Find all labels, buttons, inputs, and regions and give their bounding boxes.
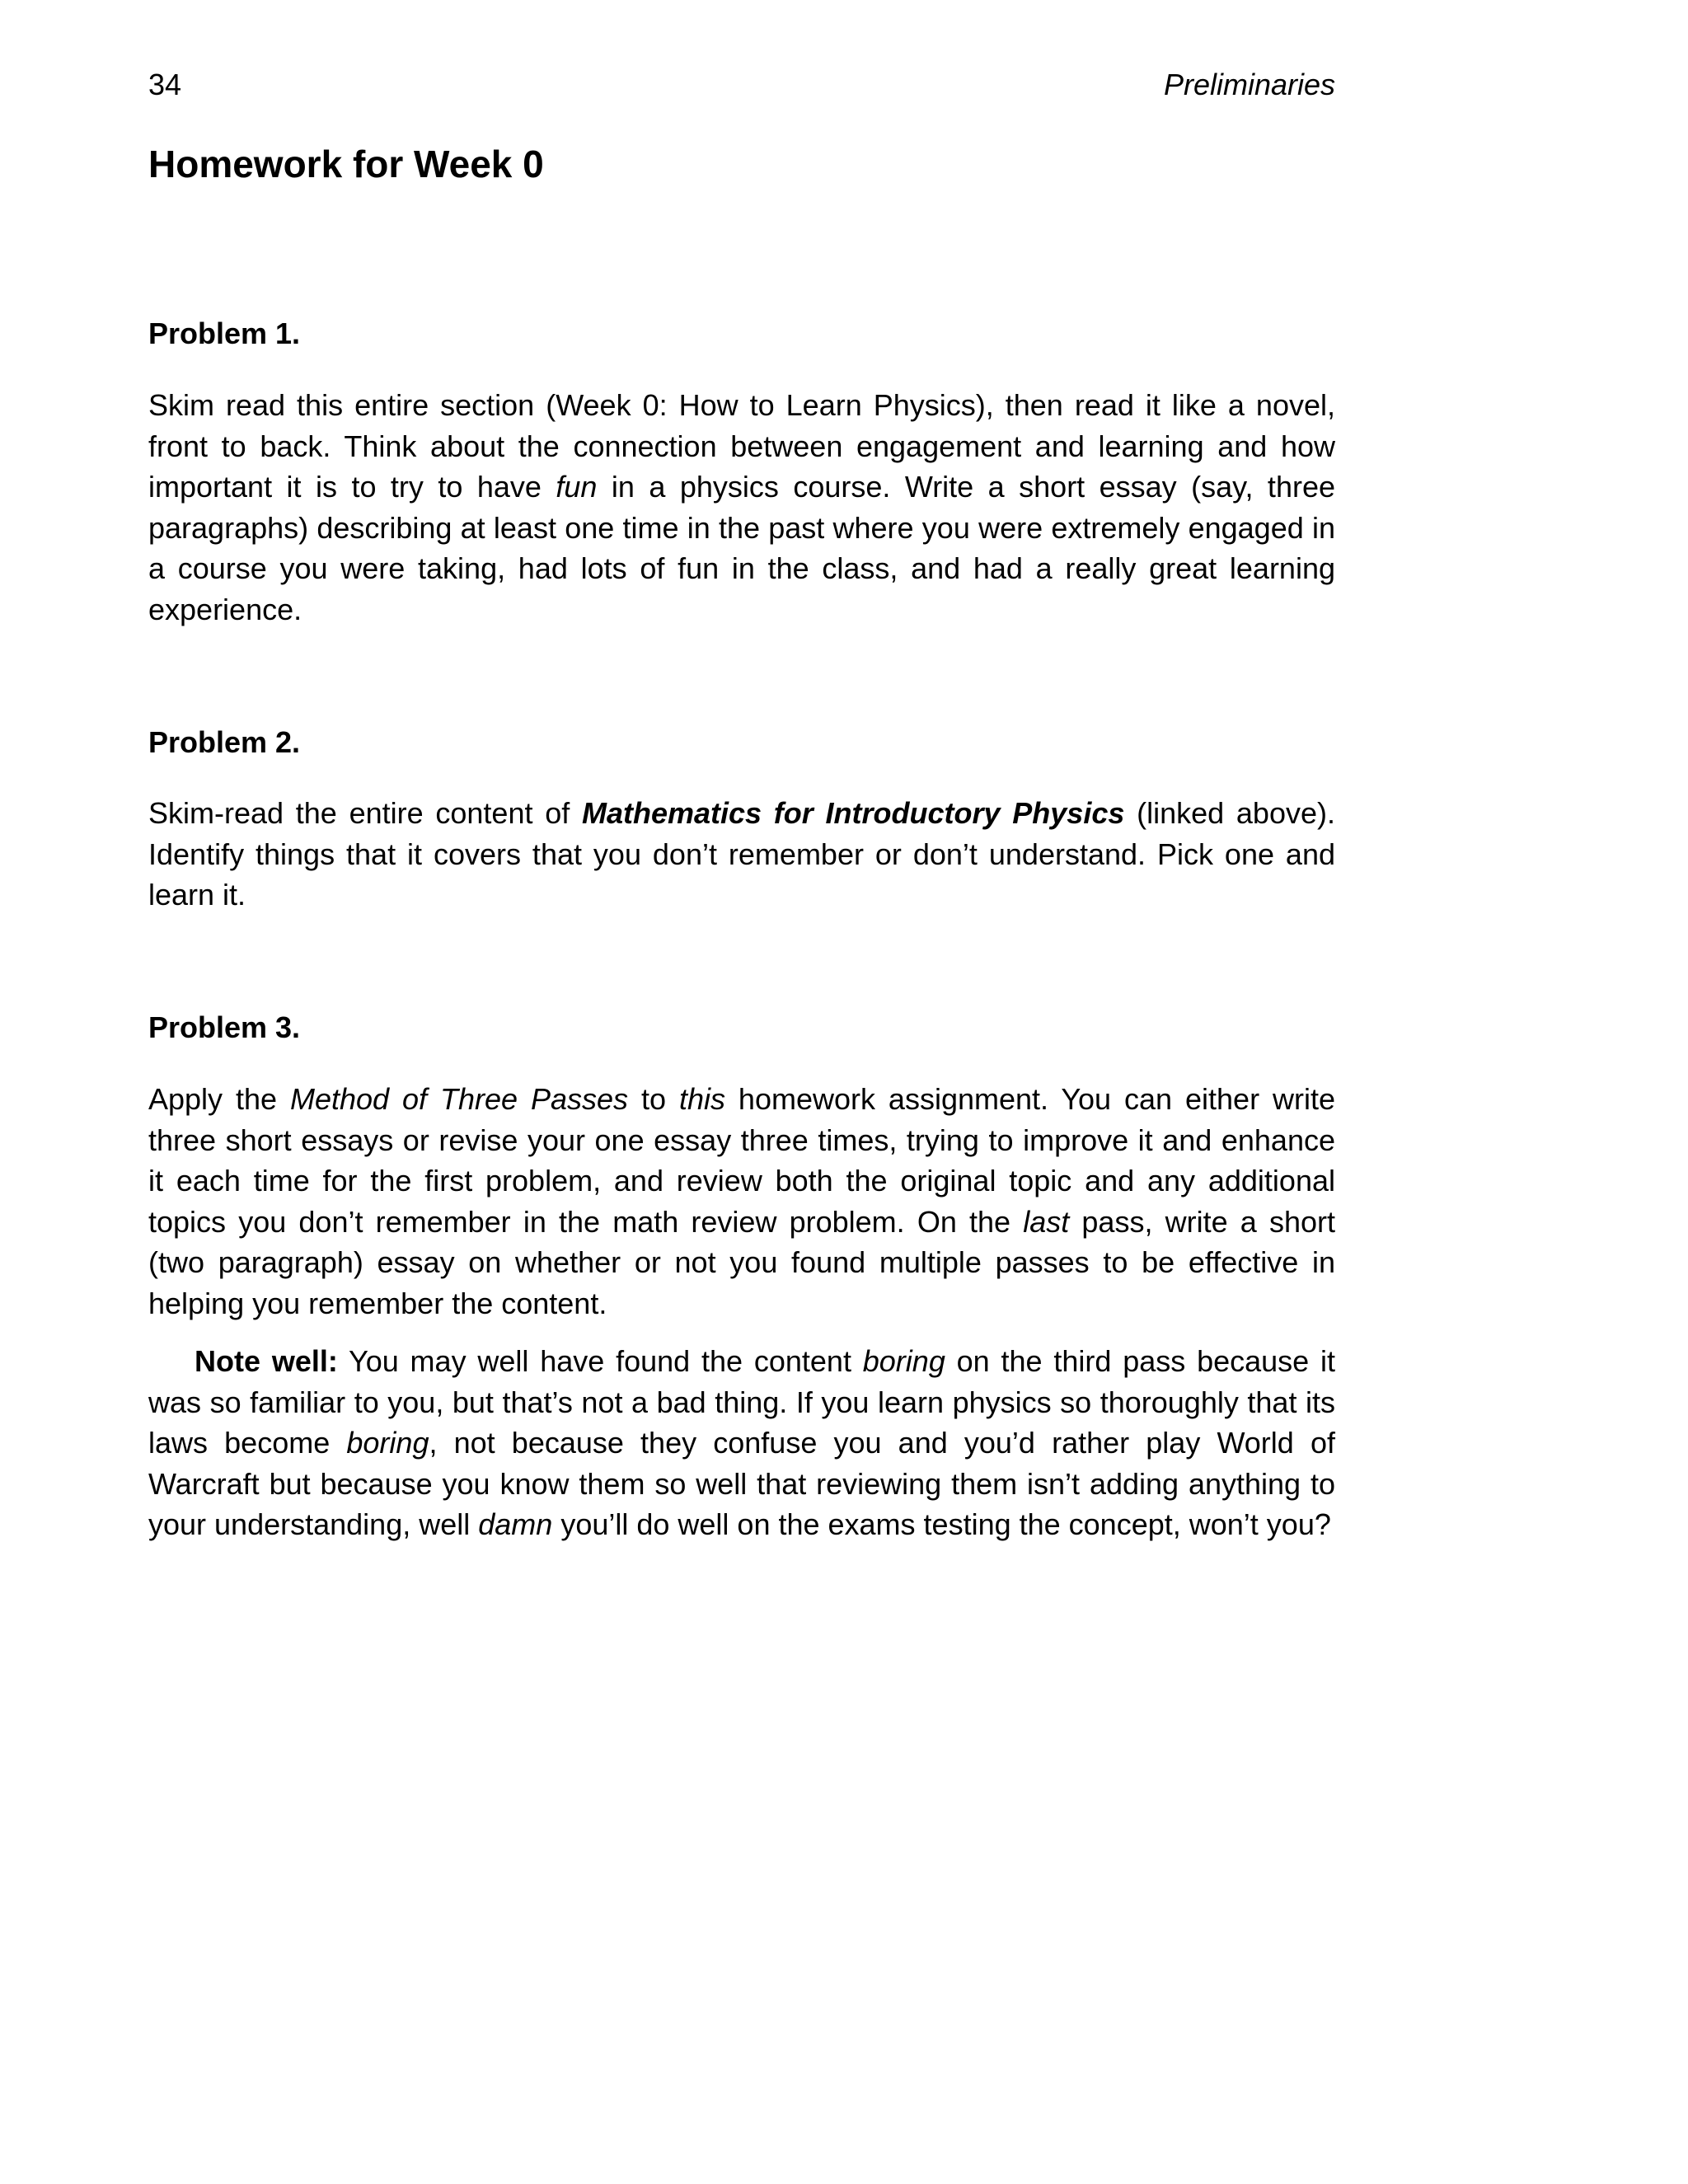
document-page (148, 0, 1335, 2184)
page-number: 34 (148, 68, 182, 101)
note-emphasis: damn (478, 1507, 553, 1541)
section-title: Homework for Week 0 (148, 143, 544, 185)
problem-1-text-part: Skim read this entire section (Week 0: How to Learn Physics), then read it like a novel, front to back. Think about the connection between engagement and learning and how important it is to try to have (148, 388, 1335, 504)
problem-2-text-part: Skim-read the entire content of (148, 796, 582, 830)
note-text-part: on the third pass because it was so familiar to you, but that’s not a bad thing. If you learn physics so thoroughly that its laws become (148, 1344, 1335, 1460)
problem-1-text (148, 385, 1335, 630)
note-label: Note well: (195, 1344, 338, 1378)
problem-3-emphasis: this (678, 1082, 725, 1116)
problem-3-text (148, 1079, 1335, 1324)
problem-2-text (148, 793, 1335, 916)
problem-3-emphasis: last (1023, 1204, 1070, 1239)
problem-1-heading: Problem 1. (148, 316, 301, 350)
running-header (148, 64, 1335, 105)
problem-2-book-title: Mathematics for Introductory Physics (581, 796, 1125, 830)
problem-3-note (148, 1341, 1335, 1545)
problem-1-text-part: in a physics course. Write a short essay (say, three paragraphs) describing at least one time in the past where you were extremely engaged in a course you were taking, had lots of fun in the class, and had a really great learning experience. (148, 470, 1335, 626)
problem-3-text-part: to (628, 1082, 679, 1116)
note-text-part: you’ll do well on the exams testing the concept, won’t you? (552, 1507, 1331, 1541)
problem-3-heading: Problem 3. (148, 1010, 301, 1044)
running-title: Preliminaries (1163, 68, 1335, 101)
problem-1-emphasis: fun (556, 470, 598, 504)
note-text-part: , not because they confuse you and you’d rather play World of Warcraft but because you know them so well that reviewing them isn’t adding anything to your understanding, well (148, 1426, 1335, 1541)
note-emphasis: boring (346, 1426, 429, 1460)
problem-2-text-part: (linked above). Identify things that it covers that you don’t remember or don’t understand. Pick one and learn it. (148, 796, 1335, 912)
problem-2-heading: Problem 2. (148, 725, 301, 759)
problem-3-text-part: pass, write a short (two paragraph) essay on whether or not you found multiple passes to be effective in helping you remember the content. (148, 1204, 1335, 1320)
note-emphasis: boring (862, 1344, 945, 1378)
note-text-part: You may well have found the content (337, 1344, 863, 1378)
problem-3-text-part: Apply the (148, 1082, 290, 1116)
problem-3-emphasis: Method of Three Passes (290, 1082, 629, 1116)
problem-3-text-part: homework assignment. You can either write three short essays or revise your one essay three times, trying to improve it and enhance it each time for the first problem, and review both the original topic and any additional topics you don’t remember in the math review problem. On the (148, 1082, 1336, 1239)
